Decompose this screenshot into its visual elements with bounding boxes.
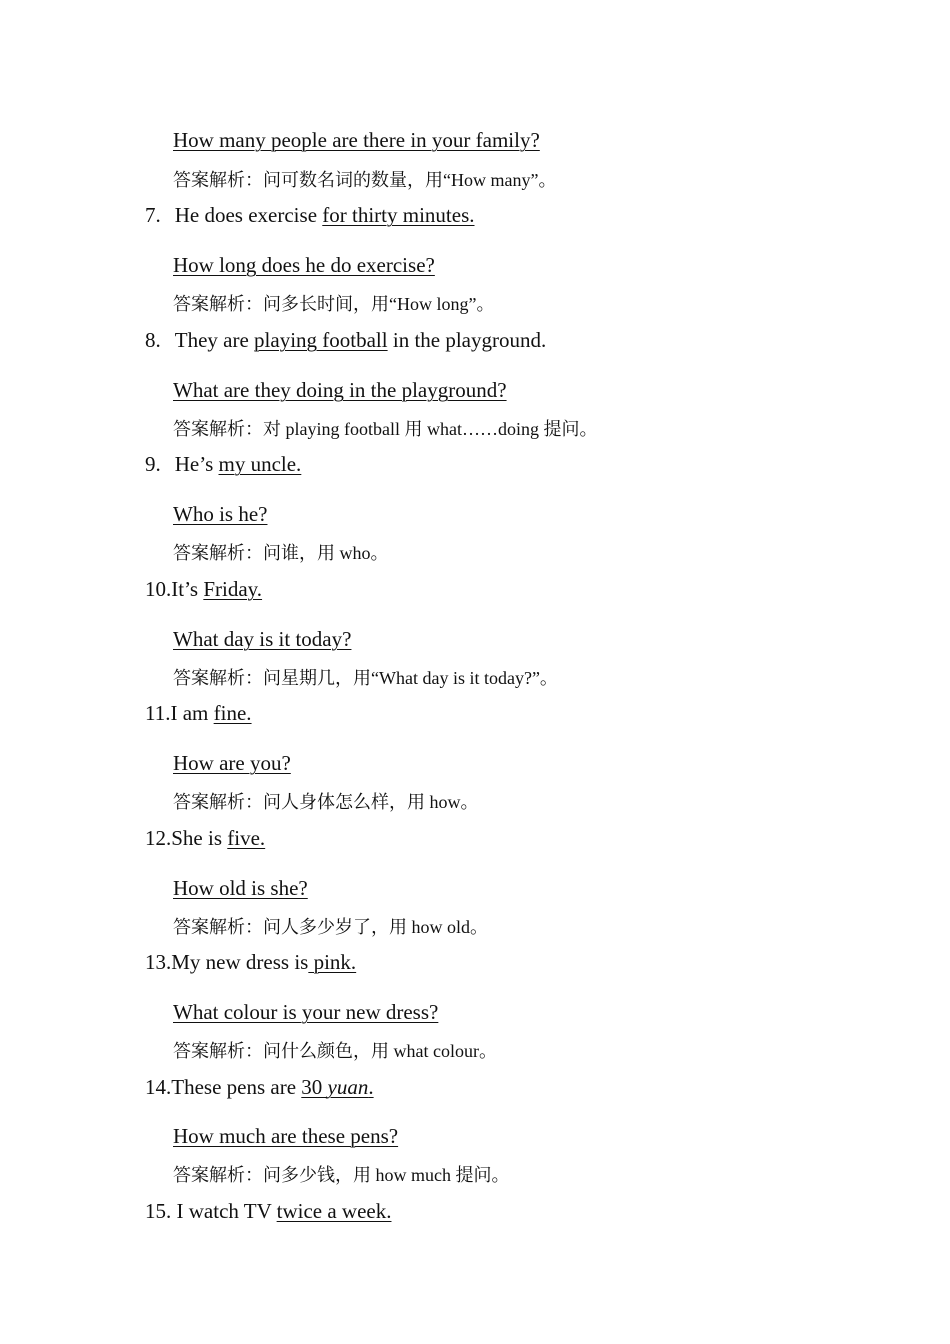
answer-text: What day is it today?	[173, 627, 352, 651]
analysis-note-10: 答案解析：问星期几，用“What day is it today?”。	[173, 668, 558, 688]
question-underlined: pink.	[308, 950, 357, 974]
answer-text: What colour is your new dress?	[173, 1000, 439, 1024]
question-number: 15.	[145, 1199, 172, 1223]
question-underlined	[301, 1075, 373, 1099]
question-number: 11.	[145, 701, 171, 725]
question-text-after: in the playground.	[387, 328, 547, 352]
answer-10	[173, 627, 351, 652]
answer-9	[173, 502, 267, 527]
price-number: 30	[301, 1075, 328, 1099]
answer-text: Who is he?	[173, 502, 268, 526]
question-number: 14.	[145, 1075, 172, 1099]
question-text: He’s	[174, 452, 219, 476]
answer-6	[173, 128, 540, 153]
question-12	[145, 826, 265, 851]
price-period: .	[368, 1075, 374, 1099]
price-unit: yuan	[327, 1075, 369, 1099]
answer-text: How much are these pens?	[173, 1124, 399, 1148]
answer-7	[173, 253, 435, 278]
answer-text: How many people are there in your family?	[173, 128, 540, 152]
question-underlined: five.	[227, 826, 266, 850]
question-underlined: twice a week.	[276, 1199, 392, 1223]
question-8	[145, 328, 546, 353]
question-11	[145, 701, 252, 726]
analysis-note-11: 答案解析：问人身体怎么样，用 how。	[173, 792, 479, 812]
question-text: These pens are	[171, 1075, 302, 1099]
answer-text: How are you?	[173, 751, 291, 775]
analysis-note-6: 答案解析：问可数名词的数量，用“How many”。	[173, 170, 557, 190]
answer-text: What are they doing in the playground?	[173, 378, 507, 402]
question-text: I watch TV	[171, 1199, 277, 1223]
answer-8	[173, 378, 507, 403]
answer-text: How old is she?	[173, 876, 308, 900]
question-number: 10.	[145, 577, 172, 601]
answer-14	[173, 1124, 398, 1149]
question-underlined: Friday.	[203, 577, 263, 601]
answer-text: How long does he do exercise?	[173, 253, 435, 277]
question-15	[145, 1199, 391, 1224]
analysis-note-13: 答案解析：问什么颜色，用 what colour。	[173, 1041, 497, 1061]
question-text: It’s	[171, 577, 204, 601]
question-number: 7.	[145, 203, 161, 227]
answer-11	[173, 751, 291, 776]
question-text: My new dress is	[171, 950, 309, 974]
question-text: They are	[174, 328, 255, 352]
question-10	[145, 577, 262, 602]
question-text: I am	[170, 701, 214, 725]
analysis-note-12: 答案解析：问人多少岁了，用 how old。	[173, 917, 488, 937]
answer-13	[173, 1000, 438, 1025]
question-number: 12.	[145, 826, 172, 850]
question-text: He does exercise	[174, 203, 323, 227]
question-underlined: for thirty minutes.	[322, 203, 475, 227]
question-13	[145, 950, 356, 975]
question-number: 13.	[145, 950, 172, 974]
question-9	[145, 452, 301, 477]
question-7	[145, 203, 475, 228]
analysis-note-9: 答案解析：问谁，用 who。	[173, 543, 389, 563]
analysis-note-8: 答案解析：对 playing football 用 what……doing 提问。	[173, 419, 598, 439]
question-14	[145, 1075, 374, 1100]
question-number: 9.	[145, 452, 161, 476]
question-underlined: my uncle.	[218, 452, 302, 476]
question-underlined: playing football	[254, 328, 388, 352]
question-underlined: fine.	[213, 701, 252, 725]
question-number: 8.	[145, 328, 161, 352]
analysis-note-7: 答案解析：问多长时间，用“How long”。	[173, 294, 495, 314]
answer-12	[173, 876, 308, 901]
question-text: She is	[171, 826, 228, 850]
analysis-note-14: 答案解析：问多少钱，用 how much 提问。	[173, 1165, 510, 1185]
